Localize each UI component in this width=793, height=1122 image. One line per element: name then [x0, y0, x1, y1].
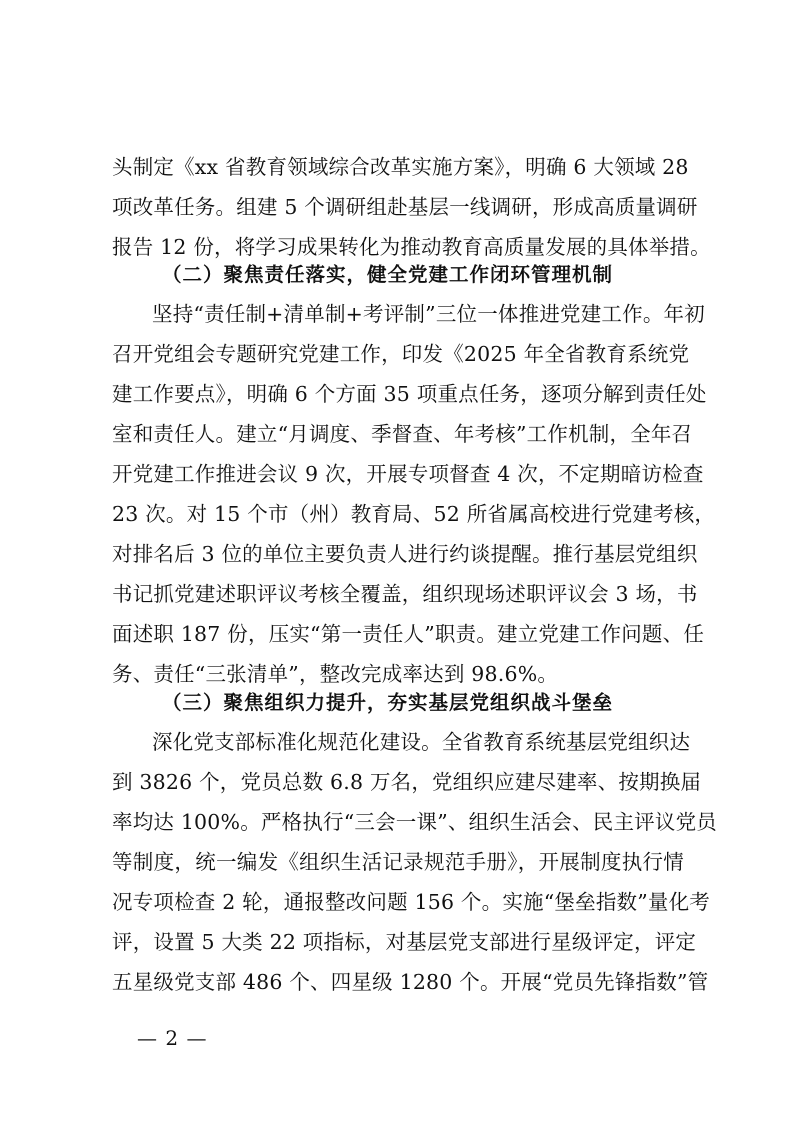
- paragraph-line: 头制定《xx 省教育领域综合改革实施方案》，明确 6 大领域 28: [112, 155, 689, 179]
- section-heading-2: （二）聚焦责任落实，健全党建工作闭环管理机制: [162, 263, 614, 286]
- paragraph-line: 报告 12 份，将学习成果转化为推动教育高质量发展的具体举措。: [112, 235, 711, 259]
- paragraph-line: 面述职 187 份，压实“第一责任人”职责。建立党建工作问题、任: [112, 622, 705, 646]
- paragraph-line: 建工作要点》，明确 6 个方面 35 项重点任务，逐项分解到责任处: [112, 382, 707, 406]
- paragraph-line: 等制度，统一编发《组织生活记录规范手册》，开展制度执行情: [112, 850, 684, 874]
- paragraph-line: 评，设置 5 大类 22 项指标，对基层党支部进行星级评定，评定: [112, 930, 697, 954]
- paragraph-line: 务、责任“三张清单”，整改完成率达到 98.6%。: [112, 662, 559, 686]
- section-heading-3: （三）聚焦组织力提升，夯实基层党组织战斗堡垒: [162, 691, 614, 714]
- paragraph-line: 五星级党支部 486 个、四星级 1280 个。开展“党员先锋指数”管: [112, 970, 709, 994]
- paragraph-line: 到 3826 个，党员总数 6.8 万名，党组织应建尽建率、按期换届: [112, 770, 702, 794]
- document-page: [112, 0, 717, 1122]
- paragraph-line: 坚持“责任制+清单制+考评制”三位一体推进党建工作。年初: [152, 302, 705, 326]
- page-number: — 2 —: [137, 1026, 208, 1050]
- paragraph-line: 深化党支部标准化规范化建设。全省教育系统基层党组织达: [152, 730, 691, 754]
- paragraph-line: 况专项检查 2 轮，通报整改问题 156 个。实施“堡垒指数”量化考: [112, 890, 710, 914]
- paragraph-line: 书记抓党建述职评议考核全覆盖，组织现场述职评议会 3 场，书: [112, 582, 698, 606]
- paragraph-line: 对排名后 3 位的单位主要负责人进行约谈提醒。推行基层党组织: [112, 542, 698, 566]
- paragraph-line: 召开党组会专题研究党建工作，印发《2025 年全省教育系统党: [112, 342, 690, 366]
- paragraph-line: 率均达 100%。严格执行“三会一课”、组织生活会、民主评议党员: [112, 810, 717, 834]
- paragraph-line: 室和责任人。建立“月调度、季督查、年考核”工作机制，全年召: [112, 422, 693, 446]
- paragraph-line: 23 次。对 15 个市（州）教育局、52 所省属高校进行党建考核，: [112, 502, 716, 526]
- paragraph-line: 项改革任务。组建 5 个调研组赴基层一线调研，形成高质量调研: [112, 195, 698, 219]
- paragraph-line: 开党建工作推进会议 9 次，开展专项督查 4 次，不定期暗访检查: [112, 462, 704, 486]
